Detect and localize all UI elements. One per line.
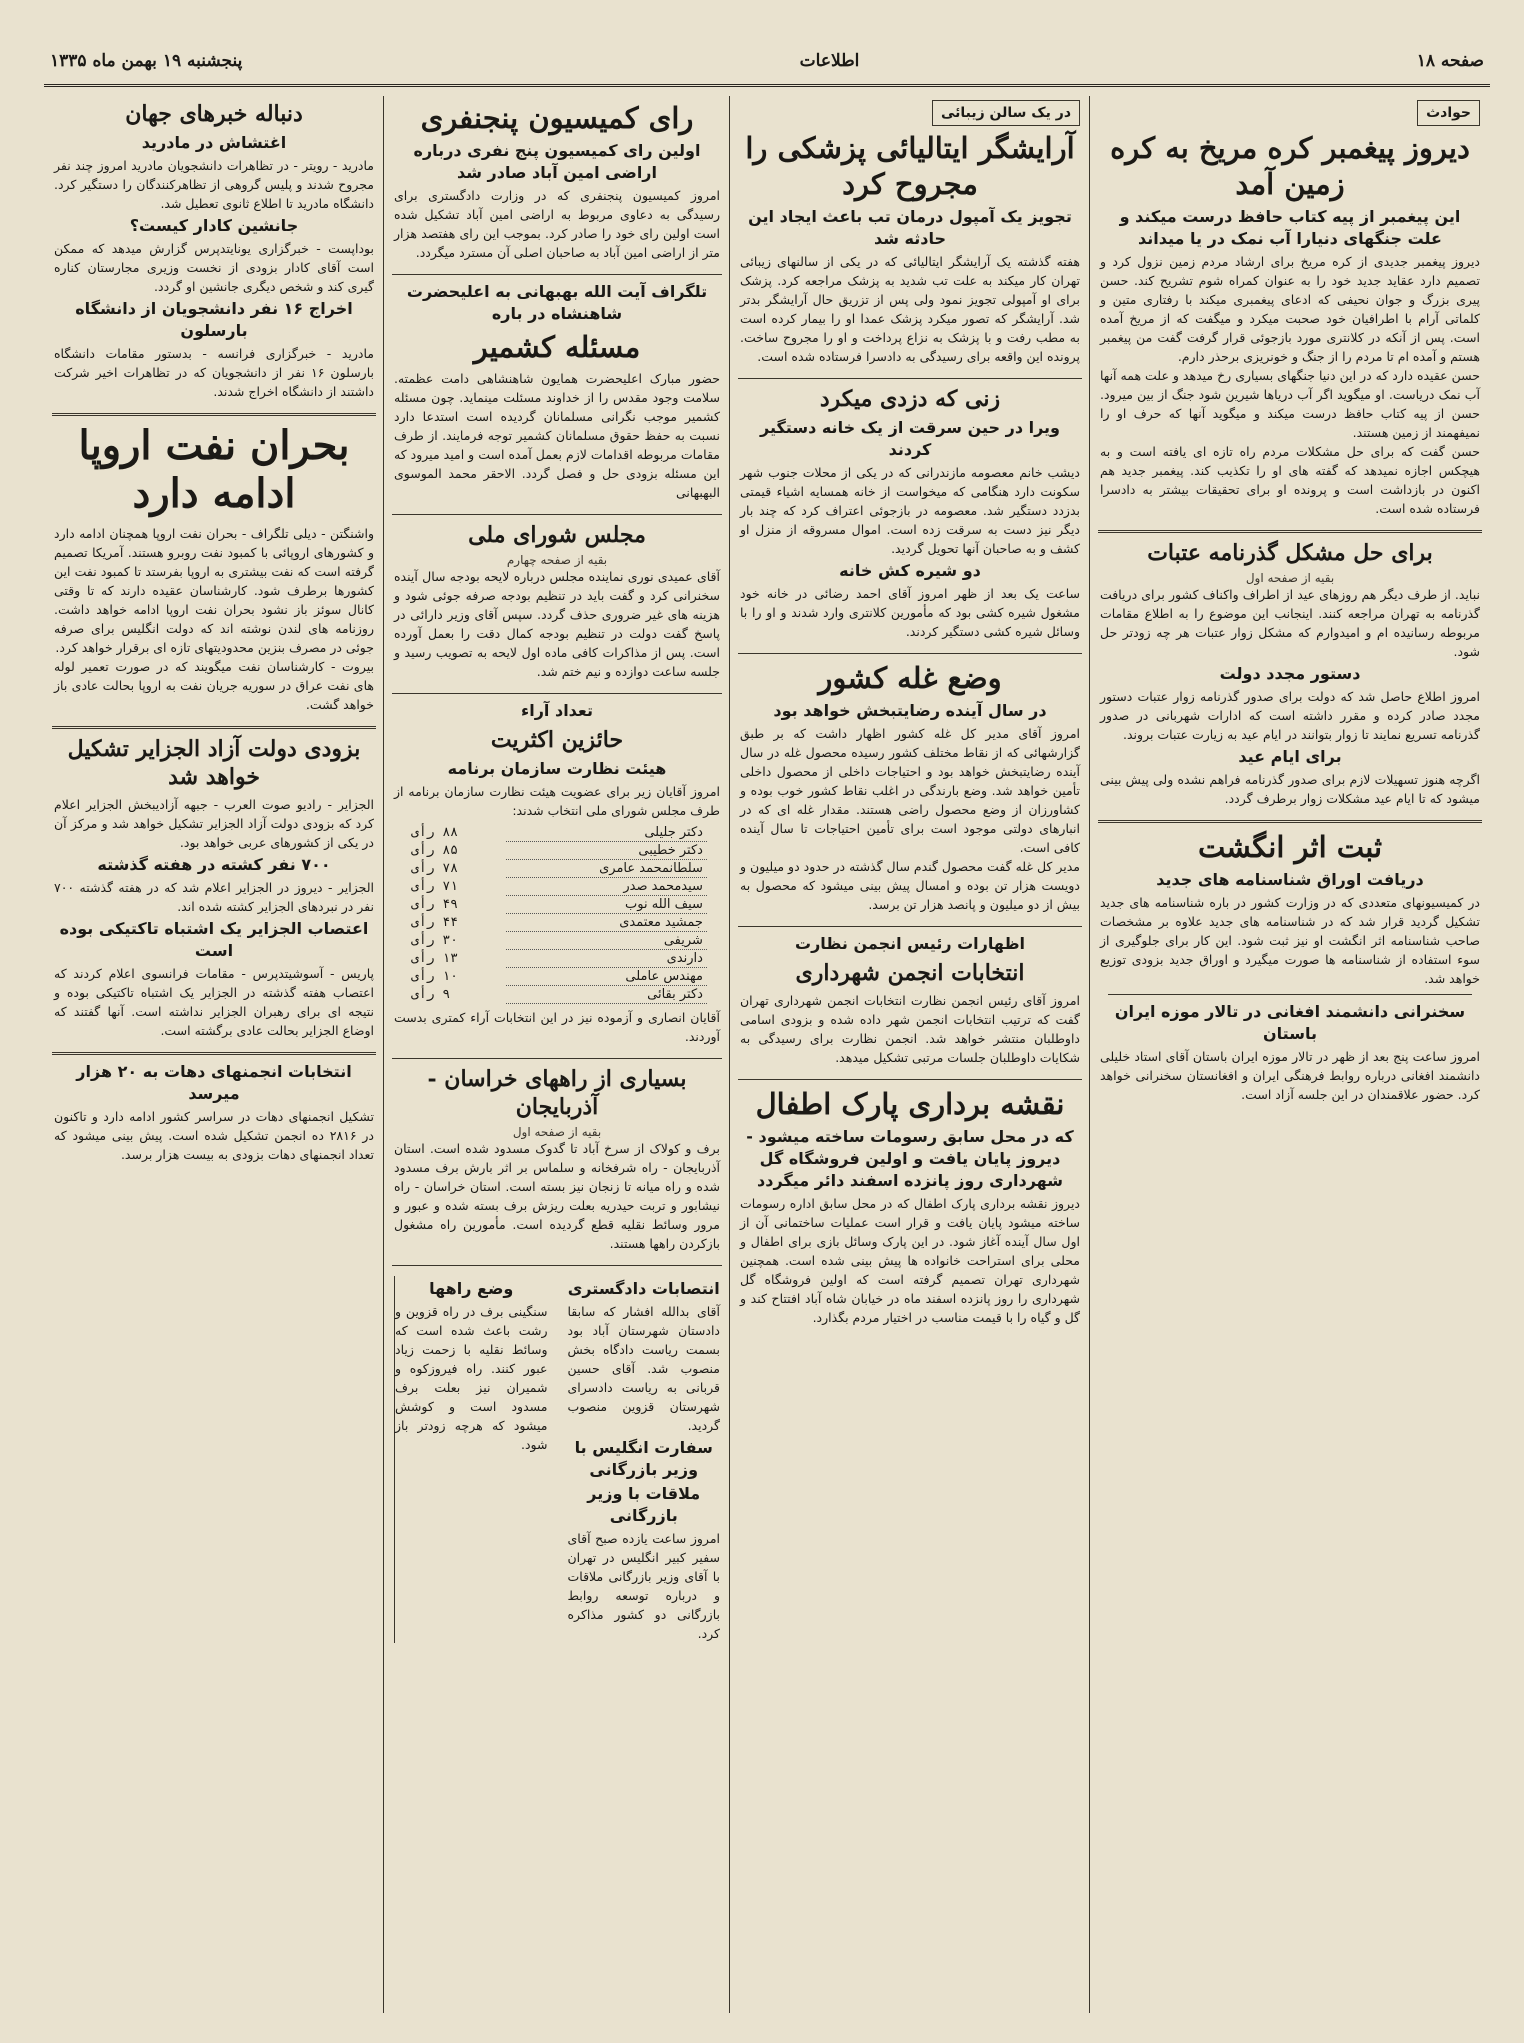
article-grain (740, 660, 1080, 914)
table-row (407, 968, 707, 986)
candidate-name: دکتر خطیبی (506, 842, 707, 860)
headline: ثبت اثر انگشت (1197, 830, 1383, 864)
candidate-name: شریفی (506, 932, 707, 950)
article-text: اگرچه هنوز تسهیلات لازم برای صدور گذرنامه فراهم نشده ولی پیش بینی میشود که تا ایام عید مشکلات زوار برطرف گردد. (1100, 772, 1480, 806)
candidate-name: مهندس عاملی (506, 968, 707, 986)
headline: حائزین اکثریت (490, 727, 624, 753)
headline: بزودی دولت آزاد الجزایر تشکیل خواهد شد (67, 736, 361, 790)
candidate-name: دکتر بقائی (506, 986, 707, 1004)
article-kashmir (394, 281, 720, 502)
subheadline: اولین رای کمیسیون پنج نفری درباره اراضی امین آباد صادر شد (413, 141, 701, 182)
vote-count: ۳۰ رأی (411, 933, 459, 948)
section-title: دنباله خبرهای جهان (125, 101, 303, 127)
article-text: بیروت - کارشناسان نفت میگویند که در صورت تعمیر لوله های نفت عراق در سوریه جریان نفت به اروپا بحالت عادی باز خواهد گشت. (54, 659, 374, 712)
article-judiciary (568, 1276, 721, 1643)
article-text: مدیر کل غله گفت محصول گندم سال گذشته در حدود دو میلیون و دویست هزار تن بوده و امسال پیش بینی میشود که محصول به بیش از دو میلیون و پانصد هزار تن برسد. (740, 859, 1080, 912)
vote-count: ۷۸ رأی (411, 861, 459, 876)
issue-date: پنجشنبه ۱۹ بهمن ماه ۱۳۳۵ (50, 51, 243, 71)
article-text: آقای بدالله افشار که سابقا دادستان شهرستان آباد بود بسمت ریاست دادگاه بخش منصوب شد. آقای حسین قربانی به ریاست دادسرای شهرستان قزوین منصوب گردید. (567, 1304, 720, 1433)
kicker: اظهارات رئیس انجمن نظارت (794, 934, 1025, 953)
article-text: ساعت یک بعد از ظهر امروز آقای احمد رضائی در خانه خود مشغول شیره کشی بود که مأمورین کلانتری وارد شدند و او را با وسائل شیره کشی دستگیر کردند. (740, 586, 1080, 639)
article-roads-closed (394, 1065, 720, 1253)
candidate-name: جمشید معتمدی (506, 914, 707, 932)
article-roads (394, 1276, 548, 1643)
subheadline: در سال آینده رضایتبخش خواهد بود (773, 701, 1047, 720)
article-oil-crisis (54, 422, 374, 714)
headline: بحران نفت اروپا ادامه دارد (78, 422, 350, 517)
vote-count: ۸۵ رأی (411, 843, 459, 858)
headline: سخنرانی دانشمند افغانی در تالار موزه ایران باستان (1114, 1002, 1466, 1043)
subheading: ۷۰۰ نفر کشته در هفته گذشته (97, 855, 331, 874)
article-text: واشنگتن - دیلی تلگراف - بحران نفت اروپا همچنان ادامه دارد و کشورهای اروپائی با کمبود نفت روبرو هستند. آمریکا تصمیم گرفته است که نفت بیشتری به اروپا بفرستد تا کمبود نفت این کشورها برطرف شود. کارشناسان عقیده دارند که تا وقتی کانال سوئز باز نشود بحران نفت اروپا ادامه خواهد داشت. روزنامه های لندن نوشته اند که دولت انگلیس برای صرفه جوئی در مصرف بنزین محدودیتهای تازه ای برقرار خواهد کرد. (54, 526, 374, 655)
column-4 (44, 96, 384, 2013)
article-text: حسن عقیده دارد که در این دنیا جنگهای بسیاری رخ میدهد و علت همه آنها آب نمک دریاست. او میگوید اگر آب دریاها شیرین شود جنگ از بین میرود. حسن از پیه کتاب حافظ درست میکند و میگوید آنها که حرف او را نمیفهمند از زمین هستند. (1100, 368, 1480, 440)
article-text: امروز کمیسیون پنجنفری که در وزارت دادگستری برای رسیدگی به دعاوی مربوط به اراضی امین آباد تشکیل شده است اولین رای خود را صادر کرد. بموجب این رای هفتصد هزار متر از اراضی امین آباد به صاحبان اصلی آن مسترد میگردد. (394, 188, 720, 260)
article-text: دیشب خانم معصومه مازندرانی که در یکی از محلات جنوب شهر سکونت دارد هنگامی که میخواست از خانه همسایه اشیاء قیمتی بدزدد دستگیر شد. معصومه در بازجوئی اعتراف کرد که چند بار دیگر نیز دست به سرقت زده است. اموال مسروقه از منزل او کشف و به صاحبان آنها تحویل گردید. (740, 465, 1080, 556)
vote-count: ۱۳ رأی (411, 951, 459, 966)
subheading: دو شیره کش خانه (839, 561, 981, 580)
subheadline: که در محل سابق رسومات ساخته میشود - دیروز پایان یافت و اولین فروشگاه گل شهرداری روز پانزده اسفند دائر میگردد (746, 1127, 1074, 1190)
subheading: دستور مجدد دولت (1219, 664, 1361, 683)
table-row (407, 986, 707, 1004)
headline: وضع غله کشور (818, 661, 1002, 695)
column-2 (729, 96, 1090, 2013)
headline: زنی که دزدی میکرد (819, 386, 1001, 412)
table-row (407, 878, 707, 896)
vote-count: ۷۱ رأی (411, 879, 459, 894)
vote-count: ۱۰ رأی (411, 969, 459, 984)
headline: بسیاری از راههای خراسان - آذربایجان (427, 1066, 687, 1120)
article-text: الجزایر - رادیو صوت العرب - جبهه آزادیبخش الجزایر اعلام کرد که بزودی دولت آزاد الجزایر تشکیل خواهد شد و مرکز آن در یکی از کشورهای عربی خواهد بود. (54, 797, 374, 850)
table-row (407, 950, 707, 968)
article-commission (394, 100, 720, 262)
headline: وضع راهها (429, 1279, 514, 1298)
article-village-councils (54, 1061, 374, 1164)
article-text: تشکیل انجمنهای دهات در سراسر کشور ادامه دارد و تاکنون در ۲۸۱۶ ده انجمن تشکیل شده است. پیش بینی میشود که تعداد انجمنهای دهات بزودی به بیست هزار برسد. (54, 1109, 374, 1162)
subheadline: ویرا در حین سرقت از یک خانه دستگیر کردند (760, 418, 1060, 459)
headline: رای کمیسیون پنجنفری (420, 101, 694, 135)
article-text: امروز آقایان زیر برای عضویت هیئت نظارت سازمان برنامه از طرف مجلس شورای ملی انتخاب شدند: (394, 784, 720, 818)
subheading: برای ایام عید (1238, 747, 1342, 766)
continued-label: بقیه از صفحه اول (1245, 571, 1335, 585)
article-text: حسن گفت که برای حل مشکلات مردم راه تازه ای یافته است و به هیچکس اجازه نمیدهد که گفته های او را تکذیب کند. پیغمبر جدید هم اکنون در بازداشت است و پرونده او برای تحقیقات بیشتر به دادسرا فرستاده شده است. (1100, 444, 1480, 516)
headline: انتخابات انجمنهای دهات به ۲۰ هزار میرسد (76, 1062, 352, 1103)
candidate-name: دکتر جلیلی (506, 824, 707, 842)
article-text: آقای عمیدی نوری نماینده مجلس درباره لایحه بودجه سال آینده سخنرانی کرد و گفت باید در تنظیم بودجه صرفه جوئی شود و هزینه های غیر ضروری حذف گردد. سپس آقای وزیر دارائی در پاسخ گفت دولت در تنظیم بودجه کمال دقت را بعمل آورده است. پس از مذاکرات کافی ماده اول لایحه به تصویب رسید و جلسه ساعت دوازده و نیم ختم شد. (394, 569, 720, 679)
headline: مسئله کشمیر (473, 330, 641, 364)
subheading: اعتصاب الجزایر یک اشتباه تاکتیکی بوده است (59, 919, 369, 960)
table-row (407, 824, 707, 842)
table-row (407, 860, 707, 878)
continued-label: بقیه از صفحه اول (512, 1125, 602, 1139)
kicker: سفارت انگلیس با وزیر بازرگانی (574, 1438, 713, 1479)
article-text: حضور مبارک اعلیحضرت همایون شاهنشاهی دامت عظمته. سلامت وجود مقدس را از خداوند مسئلت مینماید. چون مسئله کشمیر موجب نگرانی مسلمانان گردیده است استدعا دارد نسبت به حفظ حقوق مسلمانان کشمیر توجه فرمایند. از طرف مقامات مربوطه اقدامات لازم بعمل آمده است و امید میرود که این مسئله بزودی حل و فصل گردد. الاحقر محمد الموسوی البهبهانی (394, 371, 720, 500)
article-passports (1100, 539, 1480, 808)
article-algeria (54, 735, 374, 1040)
headline: مجلس شورای ملی (468, 522, 646, 548)
candidate-name: دارندی (506, 950, 707, 968)
headline: دیروز پیغمبر کره مریخ به کره زمین آمد (1110, 131, 1470, 201)
vote-count: ۴۴ رأی (411, 915, 459, 930)
article-council-election (740, 933, 1080, 1067)
headline: انتصابات دادگستری (567, 1279, 720, 1298)
article-text: امروز ساعت یازده صبح آقای سفیر کبیر انگلیس در تهران با آقای وزیر بازرگانی ملاقات و درباره توسعه روابط بازرگانی دو کشور مذاکره کرد. (567, 1531, 720, 1641)
table-row (407, 896, 707, 914)
article-text: پاریس - آسوشیتدپرس - مقامات فرانسوی اعلام کردند که اعتصاب هفته گذشته در الجزایر یک اشتباه تاکتیکی بوده و نتیجه ای برای رهبران الجزایر نداشته است. آنها گفتند که اوضاع الجزایر بحالت عادی برگشته است. (54, 966, 374, 1038)
subheading: اخراج ۱۶ نفر دانشجویان از دانشگاه بارسلون (75, 299, 353, 340)
bottom-split (384, 1272, 730, 1655)
subheading: جانشین کادار کیست؟ (129, 216, 299, 235)
article-text: امروز ساعت پنج بعد از ظهر در تالار موزه ایران باستان آقای استاد خلیلی دانشمند افغانی درباره روابط فرهنگی ایران و افغانستان سخنرانی خواهد کرد. حضور علاقمندان در این جلسه آزاد است. (1100, 1049, 1480, 1102)
newspaper-page (44, 38, 1490, 2013)
article-parliament (394, 521, 720, 681)
article-text: بوداپست - خبرگزاری یونایتدپرس گزارش میدهد که ممکن است آقای کادار بزودی از نخست وزیری مجارستان کناره گیری کند و شخص دیگری جانشین او گردد. (54, 241, 374, 294)
kicker: تلگراف آیت الله بهبهانی به اعلیحضرت شاهنشاه در باره (406, 282, 708, 323)
headline: ملاقات با وزیر بازرگانی (587, 1484, 701, 1525)
article-text: امروز آقای رئیس انجمن نظارت انتخابات انجمن شهرداری تهران گفت که ترتیب انتخابات انجمن شهر داده شده و بزودی اسامی داوطلبان منتشر خواهد شد. انجمن نظارت برای رسیدگی به شکایات داوطلبان جلسات مرتبی تشکیل میدهد. (740, 993, 1080, 1065)
column-3 (383, 96, 730, 2013)
continued-label: بقیه از صفحه چهارم (506, 553, 608, 567)
article-martian-prophet (1100, 100, 1480, 518)
candidate-name: سیدمحمد صدر (506, 878, 707, 896)
masthead (44, 38, 1490, 87)
vote-count: ۹ رأی (411, 987, 451, 1002)
article-text: امروز آقای مدیر کل غله کشور اظهار داشت که بر طبق گزارشهائی که از نقاط مختلف کشور رسیده محصول غله در سال آینده رضایتبخش خواهد بود و احتیاجات داخلی از محصول داخلی تأمین خواهد شد. وضع بارندگی در اغلب نقاط کشور خوب بوده و کشاورزان از وضع محصول راضی هستند. مقدار غله ای که در انبارهای دولتی موجود است برای تأمین احتیاجات تا سال آینده کافی است. (740, 726, 1080, 855)
article-text: هفته گذشته یک آرایشگر ایتالیائی که در یکی از سالنهای زیبائی تهران کار میکند به علت تب شدید به پزشک مراجعه کرد. پزشک برای او آمپولی تجویز نمود ولی پس از تزریق حال آرایشگر بدتر شد. آرایشگر که تصور میکرد پزشک عمدا او را بیمار کرده است به مطب رفت و با پزشک به نزاع پرداخت و او را مجروح ساخت. پرونده این واقعه برای رسیدگی به دادسرا فرستاده شده است. (740, 254, 1080, 364)
headline: انتخابات انجمن شهرداری (795, 960, 1025, 986)
table-row (407, 842, 707, 860)
subheadline: دریافت اوراق شناسنامه های جدید (1156, 870, 1424, 889)
article-text: مادرید - خبرگزاری فرانسه - بدستور مقامات دانشگاه بارسلون ۱۶ نفر از دانشجویان که در تظاهرات اخیر شرکت داشتند از دانشگاه اخراج شدند. (54, 346, 375, 399)
article-text: در کمیسیونهای متعددی که در وزارت کشور در باره شناسنامه های جدید تشکیل گردید قرار شد که در شناسنامه های جدید علاوه بر مشخصات صاحب شناسنامه اثر انگشت او نیز ثبت شود. این کار برای جلوگیری از سوء استفاده از شناسنامه ها صورت میگیرد و اوراق جدید بزودی توزیع خواهد شد. (1100, 895, 1480, 986)
article-children-park (740, 1086, 1080, 1327)
article-text: آقایان انصاری و آزموده نیز در این انتخابات آراء کمتری بدست آوردند. (394, 1010, 720, 1044)
subheadline: این پیغمبر از پیه کتاب حافظ درست میکند و علت جنگهای دنیارا آب نمک در یا میداند (1119, 207, 1461, 248)
article-text: دیروز نقشه برداری پارک اطفال که در محل سابق اداره رسومات ساخته میشود پایان یافت و قرار است عملیات ساختمانی آن از اول سال آینده آغاز شود. در این پارک وسائل بازی برای اطفال و محلی برای استراحت خانواده ها پیش بینی شده است. همچنین شهرداری تهران تصمیم گرفته است که اولین فروشگاه گل شهرداری را روز پانزده اسفند ماه در خیابان شاه آباد افتتاح کند و گل و گیاه را با قیمت مناسب در اختیار مردم بگذارد. (740, 1196, 1080, 1325)
article-text: نباید. از طرف دیگر هم روزهای عید از اطراف واکناف کشور برای دریافت گذرنامه به تهران مراجعه کنند. اینجانب این موضوع را به اطلاع مقامات مربوطه رسانیده ام و امیدوارم که مشکل زوار عتبات هر چه زودتر حل شود. (1100, 587, 1480, 659)
headline: برای حل مشکل گذرنامه عتبات (1147, 540, 1433, 566)
article-text: برف و کولاک از سرخ آباد تا گدوک مسدود شده است. استان آذربایجان - راه شرفخانه و سلماس بر اثر بارش برف مسدود شده و راه میانه تا زنجان نیز بسته است. استان خراسان - راه نیشابور و تربت حیدریه بعلت ریزش برف بسته شده و عبور و مرور وسائط نقلیه قطع گردیده است. مأمورین راه مشغول بازکردن راهها هستند. (394, 1141, 720, 1251)
page-number: صفحه ۱۸ (1416, 51, 1484, 71)
candidate-name: سیف الله نوب (506, 896, 707, 914)
section-label: حوادث (1417, 100, 1480, 126)
article-world-news (54, 100, 374, 401)
table-row (407, 932, 707, 950)
article-text: مادرید - رویتر - در تظاهرات دانشجویان مادرید امروز چند نفر مجروح شدند و پلیس گروهی از تظاهرکنندگان را دستگیر کرد. دانشگاه مادرید تا اطلاع ثانوی تعطیل شد. (54, 158, 374, 211)
headline: آرایشگر ایتالیائی پزشکی را مجروح کرد (745, 131, 1075, 201)
article-text: دیروز پیغمبر جدیدی از کره مریخ برای ارشاد مردم زمین نزول کرد و تصمیم دارد عقاید جدید خود را به عنوان کمراه شوم تشریح کند. حسن پیری بزرگ و جوان نحیفی که ادعای پیغمبری میکند با رفتاری متین و کلماتی آرام با اطرافیان خود صحبت میکرد و میگفت که از مریخ آمده است. پس از آنکه در کلانتری مورد بازجوئی قرار گرفت گفت من پیغمبر هستم و آمده ام تا مردم را از جنگ و خونریزی برحذر دارم. (1100, 254, 1480, 364)
headline: نقشه برداری پارک اطفال (755, 1087, 1065, 1121)
subheading: اغتشاش در مادرید (141, 133, 287, 152)
subheadline: تجویز یک آمپول درمان تب باعث ایجاد این حادثه شد (748, 207, 1072, 248)
column-1 (1089, 96, 1490, 2013)
article-fingerprints (1100, 829, 1480, 1104)
paper-name: اطلاعات (799, 51, 860, 71)
article-votes (394, 700, 720, 1046)
article-hairdresser (740, 100, 1080, 366)
article-text: الجزایر - دیروز در الجزایر اعلام شد که در هفته گذشته ۷۰۰ نفر در نبردهای الجزایر کشته شده اند. (54, 880, 374, 914)
vote-table (407, 824, 707, 1004)
table-row (407, 914, 707, 932)
article-text: سنگینی برف در راه قزوین و رشت باعث شده است که وسائط نقلیه با زحمت زیاد عبور کنند. راه فیروزکوه و شمیران نیز بعلت برف مسدود است و کوشش میشود که هرچه زودتر باز شود. (395, 1304, 548, 1452)
kicker: در یک سالن زیبائی (932, 100, 1080, 126)
subheadline: هیئت نظارت سازمان برنامه (447, 759, 667, 778)
vote-count: ۴۹ رأی (411, 897, 459, 912)
candidate-name: سلطانمحمد عامری (506, 860, 707, 878)
vote-count: ۸۸ رأی (411, 825, 459, 841)
article-thief (740, 385, 1080, 641)
article-text: امروز اطلاع حاصل شد که دولت برای صدور گذرنامه زوار عتبات دستور مجدد صادر کرده و مقرر داشته است که ادارات شهربانی در صدور گذرنامه تسریع نمایند تا زوار بتوانند در ایام عید به زیارت عتبات بروند. (1100, 689, 1480, 742)
kicker: تعداد آراء (521, 701, 593, 720)
